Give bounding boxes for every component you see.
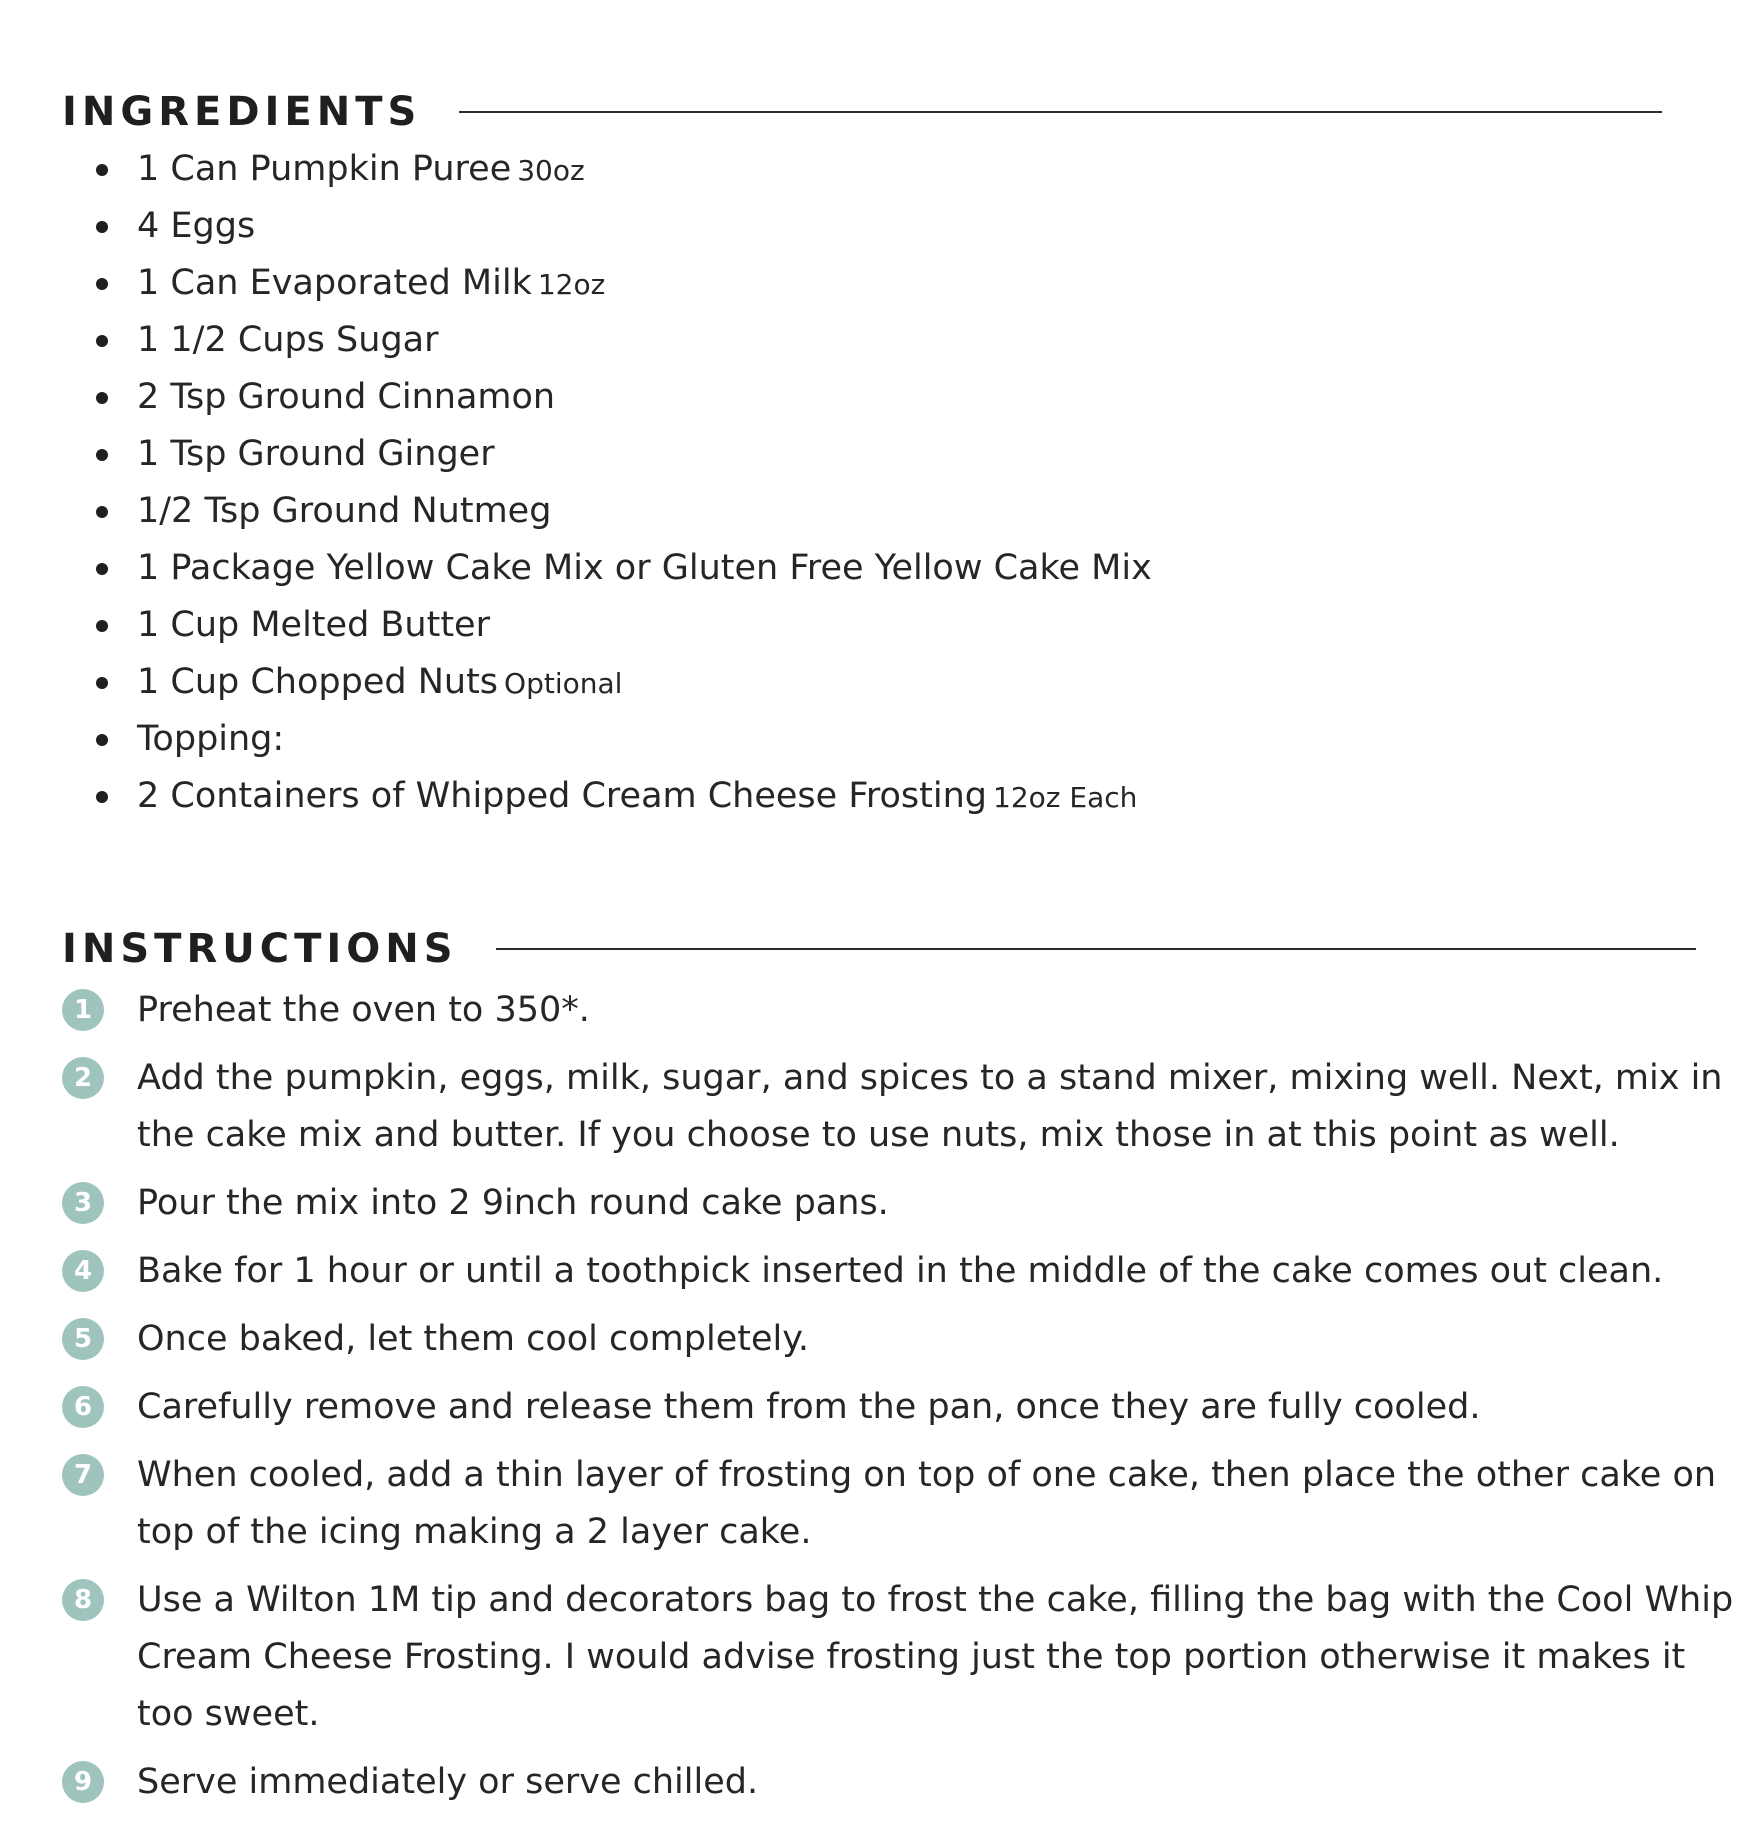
step-text: Preheat the oven to 350*. xyxy=(137,990,590,1030)
instruction-step xyxy=(62,1447,1737,1561)
ingredient-note: Optional xyxy=(504,667,623,700)
instruction-step xyxy=(62,1175,1737,1232)
step-text: Once baked, let them cool completely. xyxy=(137,1319,810,1359)
ingredient-note: 30oz xyxy=(517,154,585,187)
bullet-icon xyxy=(96,221,108,233)
ingredients-divider xyxy=(459,111,1662,113)
ingredient-text: 2 Tsp Ground Cinnamon xyxy=(137,377,556,417)
step-number-badge: 4 xyxy=(62,1250,104,1292)
instruction-step xyxy=(62,982,1737,1039)
ingredient-text: 1 1/2 Cups Sugar xyxy=(137,320,439,360)
ingredient-item xyxy=(62,426,1662,483)
ingredient-item xyxy=(62,312,1662,369)
step-text: Pour the mix into 2 9inch round cake pans. xyxy=(137,1183,889,1223)
step-text: Carefully remove and release them from the pan, once they are fully cooled. xyxy=(137,1387,1481,1427)
instruction-step xyxy=(62,1379,1737,1436)
instruction-step xyxy=(62,1050,1737,1164)
step-number-badge: 8 xyxy=(62,1579,104,1621)
bullet-icon xyxy=(96,620,108,632)
ingredient-item xyxy=(62,198,1662,255)
step-text: When cooled, add a thin layer of frosting on top of one cake, then place the other cake on top of the icing making a 2 layer cake. xyxy=(137,1455,1717,1552)
step-number-badge: 2 xyxy=(62,1057,104,1099)
step-text: Add the pumpkin, eggs, milk, sugar, and spices to a stand mixer, mixing well. Next, mix in the cake mix and butter. If you choose to use nuts, mix those in at this point as well. xyxy=(137,1058,1723,1155)
instructions-header xyxy=(62,922,1702,976)
ingredient-text: 2 Containers of Whipped Cream Cheese Frosting xyxy=(137,776,988,816)
instruction-step xyxy=(62,1572,1737,1743)
ingredient-item xyxy=(62,654,1662,711)
ingredient-text: 1 Package Yellow Cake Mix or Gluten Free Yellow Cake Mix xyxy=(137,548,1152,588)
ingredients-title: INGREDIENTS xyxy=(62,89,422,135)
instruction-step xyxy=(62,1754,1737,1811)
instructions-list xyxy=(62,982,1734,1811)
ingredient-text: 1 Tsp Ground Ginger xyxy=(137,434,495,474)
bullet-icon xyxy=(96,449,108,461)
step-number-badge: 1 xyxy=(62,989,104,1031)
ingredient-text: Topping: xyxy=(137,719,285,759)
ingredient-item xyxy=(62,255,1662,312)
bullet-icon xyxy=(96,734,108,746)
step-text: Serve immediately or serve chilled. xyxy=(137,1762,759,1802)
instructions-title: INSTRUCTIONS xyxy=(62,926,458,972)
ingredient-note: 12oz Each xyxy=(993,781,1138,814)
bullet-icon xyxy=(96,791,108,803)
bullet-icon xyxy=(96,563,108,575)
ingredient-text: 1 Cup Melted Butter xyxy=(137,605,490,645)
ingredients-list xyxy=(62,141,1662,825)
bullet-icon xyxy=(96,506,108,518)
ingredients-section xyxy=(62,85,1662,825)
instruction-step xyxy=(62,1311,1737,1368)
step-number-badge: 7 xyxy=(62,1454,104,1496)
bullet-icon xyxy=(96,335,108,347)
ingredient-item xyxy=(62,483,1662,540)
ingredient-text: 1 Can Evaporated Milk xyxy=(137,263,532,303)
step-text: Use a Wilton 1M tip and decorators bag to frost the cake, filling the bag with the Cool Whip Cream Cheese Frosting. I would advise frosting just the top portion otherwise it makes it too sweet. xyxy=(137,1580,1734,1734)
step-number-badge: 3 xyxy=(62,1182,104,1224)
ingredient-item xyxy=(62,141,1662,198)
ingredient-text: 4 Eggs xyxy=(137,206,256,246)
ingredient-item xyxy=(62,768,1662,825)
ingredient-item xyxy=(62,369,1662,426)
step-number-badge: 9 xyxy=(62,1761,104,1803)
step-text: Bake for 1 hour or until a toothpick inserted in the middle of the cake comes out clean. xyxy=(137,1251,1664,1291)
instructions-section xyxy=(62,922,1734,1822)
instruction-step xyxy=(62,1243,1737,1300)
ingredient-item xyxy=(62,711,1662,768)
ingredient-text: 1 Cup Chopped Nuts xyxy=(137,662,499,702)
bullet-icon xyxy=(96,278,108,290)
bullet-icon xyxy=(96,392,108,404)
ingredient-item xyxy=(62,597,1662,654)
ingredients-header xyxy=(62,85,1662,139)
step-number-badge: 6 xyxy=(62,1386,104,1428)
instructions-divider xyxy=(496,948,1696,950)
ingredient-item xyxy=(62,540,1662,597)
bullet-icon xyxy=(96,677,108,689)
ingredient-text: 1/2 Tsp Ground Nutmeg xyxy=(137,491,552,531)
ingredient-note: 12oz xyxy=(537,268,606,301)
ingredient-text: 1 Can Pumpkin Puree xyxy=(137,149,512,189)
bullet-icon xyxy=(96,164,108,176)
step-number-badge: 5 xyxy=(62,1318,104,1360)
